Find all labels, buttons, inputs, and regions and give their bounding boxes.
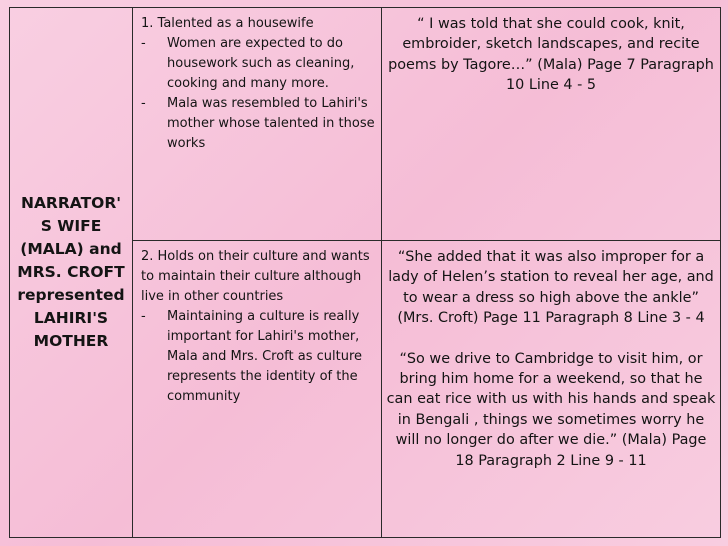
bullet-dash: - <box>141 96 146 111</box>
bullet-item <box>141 34 375 94</box>
bullet-item <box>141 307 375 407</box>
label-line: (MALA) and <box>20 240 122 258</box>
label-line: NARRATOR' <box>20 194 122 212</box>
bullet-dash: - <box>141 36 146 51</box>
bullet-text: Mala was resembled to Lahiri's mother whose talented in those works <box>167 96 375 151</box>
point-cell <box>133 241 382 538</box>
analysis-table <box>9 7 721 538</box>
spacer <box>386 329 716 349</box>
bullet-item <box>141 94 375 154</box>
label-line: S WIFE <box>40 217 102 235</box>
bullet-text: Maintaining a culture is really important for Lahiri's mother, Mala and Mrs. Croft as culture represents the identity of the community <box>167 309 363 404</box>
table-row <box>10 8 721 241</box>
bullet-text: Women are expected to do housework such as cleaning, cooking and many more. <box>167 36 355 91</box>
label-line: represented <box>17 286 125 304</box>
point-cell <box>133 8 382 241</box>
label-line: MRS. CROFT <box>17 263 125 281</box>
evidence-quote: “So we drive to Cambridge to visit him, or bring him home for a weekend, so that he can eat rice with us with his hands and speak in Bengali , things we sometimes worry he will no longer do after we die.” (Mala) Page 18 Paragraph 2 Line 9 - 11 <box>386 350 716 469</box>
evidence-cell <box>382 8 721 241</box>
label-line: LAHIRI'S <box>33 309 109 327</box>
point-heading: 1. Talented as a housewife <box>141 16 314 31</box>
evidence-cell <box>382 241 721 538</box>
evidence-quote: “ I was told that she could cook, knit, embroider, sketch landscapes, and recite poems by Tagore…” (Mala) Page 7 Paragraph 10 Line 4 - 5 <box>388 16 714 94</box>
character-label-cell <box>10 8 133 538</box>
label-line: MOTHER <box>33 332 109 350</box>
evidence-quote: “She added that it was also improper for a lady of Helen’s station to reveal her age, and to wear a dress so high above the ankle” (Mrs. Croft) Page 11 Paragraph 8 Line 3 - 4 <box>388 249 714 327</box>
bullet-dash: - <box>141 309 146 324</box>
point-heading: 2. Holds on their culture and wants to maintain their culture although live in other countries <box>141 249 370 304</box>
